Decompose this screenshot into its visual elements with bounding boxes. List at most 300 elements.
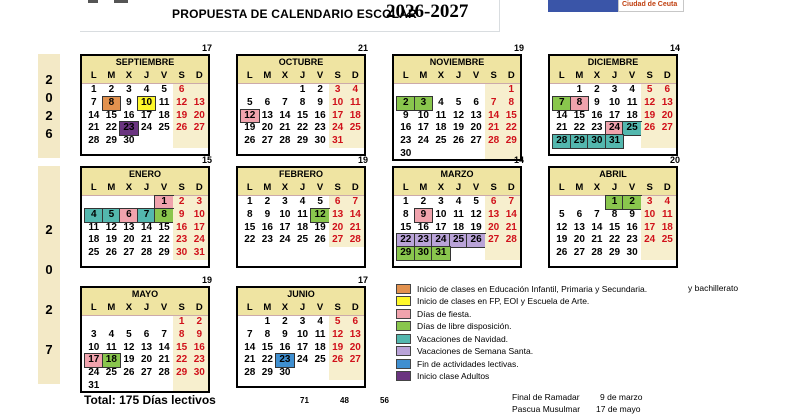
- day-cell: 26: [314, 234, 326, 246]
- day-cell: [415, 84, 433, 97]
- day-cell: 25: [435, 135, 447, 147]
- day-cell: 30: [190, 367, 208, 380]
- weekday-header: X: [281, 70, 289, 81]
- legend-swatch: [396, 321, 411, 331]
- day-cell: 24: [88, 367, 100, 379]
- day-cell: 14: [346, 209, 364, 222]
- weekday-header: X: [437, 70, 445, 81]
- day-cell: 19: [452, 122, 465, 134]
- weekday-header: V: [628, 70, 636, 81]
- day-cell: 16: [279, 341, 291, 353]
- day-cell: 22: [573, 122, 585, 134]
- day-cell: 15: [296, 109, 309, 121]
- day-cell: [294, 367, 312, 380]
- day-cell: 20: [123, 234, 135, 246]
- term-count: 71: [300, 396, 309, 405]
- week-row: [82, 329, 208, 342]
- week-row: [550, 110, 676, 123]
- weekday-header: S: [178, 302, 185, 313]
- legend-item: [396, 296, 589, 307]
- day-cell: [120, 196, 138, 209]
- day-cell: 3: [282, 196, 288, 207]
- day-cell: 13: [470, 109, 482, 121]
- day-cell: 25: [105, 367, 117, 379]
- day-cell: 11: [158, 96, 170, 108]
- week-row: [550, 222, 676, 235]
- weekday-header: M: [107, 182, 116, 193]
- day-cell: 3: [641, 196, 659, 209]
- legend-item: [396, 308, 471, 319]
- day-cell: 21: [485, 122, 503, 135]
- day-cell: 20: [329, 222, 347, 235]
- day-cell: 21: [244, 354, 256, 366]
- month-lective-count: 20: [669, 155, 680, 165]
- day-cell: 13: [329, 209, 347, 222]
- day-cell-green: 3: [415, 97, 433, 110]
- day-cell: 13: [190, 97, 208, 110]
- day-cell: 18: [658, 222, 676, 235]
- day-cell: 19: [173, 110, 191, 123]
- month-header: [238, 168, 364, 196]
- day-cell: [467, 84, 485, 97]
- weekday-header: J: [299, 302, 306, 313]
- day-cell: [241, 316, 259, 329]
- day-cell: 25: [314, 354, 326, 366]
- day-cell: 12: [173, 97, 191, 110]
- day-cell: 27: [485, 234, 503, 247]
- legend-item: [396, 346, 533, 357]
- day-cell: 4: [438, 96, 444, 108]
- week-row: [82, 209, 208, 222]
- day-cell: 27: [573, 247, 585, 259]
- year-digit: 0: [45, 262, 53, 277]
- day-cell: 14: [279, 109, 291, 121]
- week-row: [82, 196, 208, 209]
- day-cell: 22: [296, 122, 309, 134]
- year-digit: 7: [45, 342, 53, 357]
- day-cell: 26: [123, 367, 135, 379]
- day-cell-pink: 12: [241, 110, 259, 123]
- day-cell: 9: [282, 328, 288, 340]
- weekday-header: V: [160, 302, 168, 313]
- week-row: [238, 122, 364, 135]
- day-cell: 21: [346, 222, 364, 235]
- year-digit: 2: [45, 302, 53, 317]
- month-name: MAYO: [131, 289, 159, 299]
- day-cell: 4: [299, 196, 306, 207]
- day-cell: 18: [452, 221, 465, 233]
- day-cell: [138, 380, 156, 393]
- day-cell: 3: [299, 316, 306, 327]
- month-lective-count: 19: [201, 275, 212, 285]
- day-cell: 16: [400, 122, 412, 134]
- day-cell: 21: [88, 122, 100, 134]
- day-cell: 12: [123, 341, 135, 353]
- day-cell: 20: [658, 110, 676, 123]
- day-cell: 24: [417, 135, 429, 147]
- day-cell: 26: [244, 135, 256, 147]
- day-cell: 29: [502, 135, 520, 148]
- weekday-header: J: [143, 70, 150, 81]
- day-cell: 2: [173, 196, 191, 209]
- day-cell: 21: [140, 234, 153, 246]
- day-cell: 5: [559, 208, 565, 220]
- week-row: [394, 97, 520, 110]
- legend-swatch: [396, 284, 411, 294]
- week-row: [82, 222, 208, 235]
- day-cell: 1: [264, 316, 271, 327]
- day-cell-pink: 17: [85, 354, 103, 367]
- day-cell: 29: [261, 367, 273, 379]
- day-cell: [241, 84, 259, 97]
- day-cell: 5: [473, 196, 479, 207]
- day-cell: 31: [190, 247, 208, 260]
- day-cell: 15: [608, 221, 621, 233]
- day-cell: 21: [279, 122, 291, 134]
- day-cell-green: 30: [415, 247, 433, 260]
- day-cell: [311, 367, 329, 380]
- day-cell: 5: [247, 96, 253, 108]
- day-cell: 10: [435, 208, 447, 220]
- day-cell: [553, 84, 571, 97]
- day-cell: 27: [329, 234, 347, 247]
- day-cell: [588, 196, 606, 209]
- day-cell-yellow: 10: [138, 97, 156, 110]
- day-cell: 4: [108, 328, 115, 340]
- weekday-header: L: [558, 70, 565, 81]
- day-cell-pink: 24: [606, 122, 624, 135]
- week-row: [82, 97, 208, 110]
- day-cell: [173, 380, 191, 393]
- year-bar-2026: [38, 54, 60, 158]
- day-cell: 7: [346, 196, 364, 209]
- day-cell: [138, 196, 156, 209]
- legend-swatch: [396, 346, 411, 356]
- month-header: [82, 288, 208, 316]
- week-row: [82, 84, 208, 97]
- day-cell: 29: [296, 135, 309, 147]
- day-cell: 22: [244, 234, 256, 246]
- day-cell: [329, 367, 347, 380]
- month-lective-count: 17: [201, 43, 212, 53]
- day-cell: 20: [346, 342, 364, 355]
- weekday-header: V: [472, 70, 480, 81]
- day-cell: 30: [400, 147, 412, 159]
- day-cell: [120, 380, 138, 393]
- weekday-header: J: [455, 70, 462, 81]
- day-cell-blue: 23: [276, 354, 294, 367]
- day-cell: 21: [502, 222, 520, 235]
- day-cell: [658, 247, 676, 260]
- day-cell: 2: [594, 84, 600, 95]
- day-cell: 6: [576, 208, 583, 220]
- day-cell: [155, 316, 173, 329]
- legend-label: Vacaciones de Semana Santa.: [417, 346, 534, 356]
- day-cell: 12: [470, 208, 482, 220]
- week-row: [550, 196, 676, 209]
- day-cell: 4: [317, 316, 323, 327]
- day-cell: 17: [329, 110, 347, 123]
- month-abril: [548, 166, 678, 268]
- day-cell: 27: [261, 135, 273, 147]
- day-cell: 27: [190, 122, 208, 135]
- day-cell: [467, 247, 485, 260]
- day-cell: 6: [485, 196, 503, 209]
- day-cell: 7: [161, 328, 167, 340]
- day-cell: 18: [296, 221, 309, 233]
- month-header: [550, 56, 676, 84]
- day-cell: 15: [573, 109, 585, 121]
- day-cell: [138, 135, 156, 148]
- weekday-header: D: [507, 182, 515, 193]
- header-marks: [88, 0, 148, 4]
- weekday-header: S: [178, 182, 185, 193]
- month-lective-count: 17: [357, 275, 368, 285]
- day-cell: 10: [329, 97, 347, 110]
- day-cell: 14: [244, 341, 256, 353]
- day-cell: 5: [161, 84, 167, 95]
- day-cell-teal: 25: [623, 122, 641, 135]
- week-row: [82, 135, 208, 148]
- day-cell: 6: [264, 96, 271, 108]
- weekday-header: V: [316, 182, 324, 193]
- month-name: ENERO: [128, 169, 161, 179]
- day-cell: 20: [190, 110, 208, 123]
- week-row: [238, 196, 364, 209]
- ramadan-label: Final de Ramadar: [512, 392, 580, 402]
- day-cell: 27: [346, 354, 364, 367]
- day-cell: 11: [88, 221, 100, 233]
- day-cell: 1: [502, 84, 520, 97]
- day-cell: 17: [190, 222, 208, 235]
- day-cell: 2: [282, 316, 288, 327]
- day-cell: 14: [556, 109, 568, 121]
- month-header: [238, 56, 364, 84]
- day-cell: 24: [329, 122, 347, 135]
- day-cell: 14: [591, 221, 603, 233]
- day-cell: 4: [629, 84, 635, 95]
- day-cell: 24: [641, 234, 659, 247]
- day-cell: 28: [158, 367, 170, 379]
- day-cell: [103, 196, 121, 209]
- day-cell: 22: [608, 234, 621, 246]
- weekday-header: V: [628, 182, 636, 193]
- day-cell: 1: [299, 84, 306, 95]
- week-row: [82, 367, 208, 380]
- day-cell: 28: [346, 234, 364, 247]
- legend-swatch: [396, 371, 411, 381]
- day-cell: 16: [123, 109, 135, 121]
- year-digit: 6: [45, 126, 53, 141]
- weekday-header: D: [663, 182, 671, 193]
- week-row: [238, 354, 364, 367]
- day-cell: 19: [556, 234, 568, 246]
- day-cell-teal: 28: [553, 135, 571, 148]
- year-digit: 2: [45, 72, 53, 87]
- week-row: [82, 247, 208, 260]
- day-cell: 9: [403, 109, 409, 121]
- weekday-header: D: [195, 182, 203, 193]
- day-cell: [485, 247, 503, 260]
- weekday-header: V: [316, 302, 324, 313]
- day-cell: 8: [173, 329, 191, 342]
- day-cell: 26: [641, 122, 659, 135]
- day-cell: 24: [140, 122, 153, 134]
- day-cell: 25: [158, 122, 170, 134]
- day-cell: [276, 84, 294, 97]
- day-cell: 4: [455, 196, 462, 207]
- month-junio: [236, 286, 366, 388]
- day-cell: [450, 247, 468, 260]
- day-cell: [155, 135, 173, 148]
- day-cell: 16: [591, 109, 603, 121]
- day-cell: 30: [279, 367, 291, 379]
- day-cell: 23: [591, 122, 603, 134]
- term-count: 48: [340, 396, 349, 405]
- week-row: [550, 122, 676, 135]
- legend-swatch: [396, 309, 411, 319]
- weekday-header: J: [143, 182, 150, 193]
- day-cell: 3: [126, 84, 132, 95]
- weekday-header: V: [160, 182, 168, 193]
- legend-swatch: [396, 296, 411, 306]
- legend-label: Vacaciones de Navidad.: [417, 333, 509, 344]
- day-cell: 26: [105, 247, 117, 259]
- day-cell: 13: [346, 329, 364, 342]
- day-cell: 24: [296, 354, 309, 366]
- ramadan-date: 9 de marzo: [600, 392, 643, 402]
- week-row: [82, 354, 208, 367]
- day-cell: [346, 367, 364, 380]
- week-row: [394, 110, 520, 123]
- day-cell: 17: [140, 109, 153, 121]
- day-cell: 10: [279, 208, 291, 220]
- day-cell: 7: [91, 96, 97, 108]
- year-range: 2026-2027: [386, 1, 469, 22]
- day-cell: 11: [453, 208, 464, 220]
- day-cell: [450, 148, 468, 161]
- day-cell: 6: [173, 84, 191, 97]
- pascua-date: 17 de mayo: [596, 404, 641, 414]
- day-cell: 17: [608, 109, 621, 121]
- month-name: MARZO: [440, 169, 474, 179]
- day-cell: 11: [314, 328, 326, 340]
- day-cell-lavender: 23: [415, 234, 433, 247]
- week-row: [82, 122, 208, 135]
- weekday-header: D: [351, 70, 359, 81]
- day-cell: [190, 135, 208, 148]
- day-cell: 22: [502, 122, 520, 135]
- legend-item: [396, 333, 508, 344]
- day-cell: 7: [594, 208, 600, 220]
- weekday-header: V: [316, 70, 324, 81]
- day-cell: 6: [143, 328, 150, 340]
- day-cell: 30: [173, 247, 191, 260]
- weekday-header: S: [334, 302, 341, 313]
- month-name: JUNIO: [287, 289, 315, 299]
- week-row: [82, 342, 208, 355]
- day-cell: 15: [502, 110, 520, 123]
- day-cell: 26: [556, 247, 568, 259]
- day-cell-pink: 9: [415, 209, 433, 222]
- day-cell: 16: [261, 221, 273, 233]
- weekday-header: J: [611, 182, 618, 193]
- weekday-header: S: [334, 182, 341, 193]
- week-row: [238, 84, 364, 97]
- day-cell: 3: [611, 84, 618, 95]
- day-cell: 23: [190, 354, 208, 367]
- day-cell: 27: [658, 122, 676, 135]
- month-header: [238, 288, 364, 316]
- day-cell: 7: [485, 97, 503, 110]
- day-cell: [467, 148, 485, 161]
- day-cell: 28: [88, 135, 100, 147]
- month-header: [82, 168, 208, 196]
- day-cell: [450, 84, 468, 97]
- term-count: 56: [380, 396, 389, 405]
- month-name: SEPTIEMBRE: [115, 57, 175, 67]
- day-cell-teal: 31: [606, 135, 624, 148]
- day-cell: 11: [626, 96, 638, 108]
- month-header: [394, 56, 520, 84]
- day-cell: [138, 316, 156, 329]
- weekday-header: D: [351, 182, 359, 193]
- day-cell: 2: [264, 196, 271, 207]
- day-cell: 31: [88, 379, 100, 391]
- day-cell: 13: [261, 109, 273, 121]
- day-cell: 7: [502, 196, 520, 209]
- day-cell: 11: [106, 341, 117, 353]
- day-cell: 12: [452, 109, 465, 121]
- legend-item: [396, 321, 512, 332]
- day-cell-green: 1: [606, 196, 624, 209]
- weekday-header: M: [263, 182, 272, 193]
- week-row: [238, 110, 364, 123]
- day-cell: 17: [296, 341, 309, 353]
- year-digit: 0: [45, 90, 53, 105]
- month-febrero: [236, 166, 366, 268]
- month-septiembre: [80, 54, 210, 156]
- day-cell: 2: [420, 196, 427, 207]
- weekday-header: D: [195, 302, 203, 313]
- day-cell: [502, 247, 520, 260]
- week-row: [394, 135, 520, 148]
- day-cell: 17: [435, 221, 447, 233]
- day-cell: [103, 316, 121, 329]
- day-cell: [397, 84, 415, 97]
- day-cell: 10: [88, 341, 100, 353]
- day-cell: 30: [123, 135, 135, 147]
- week-row: [394, 196, 520, 209]
- weekday-header: X: [593, 70, 601, 81]
- day-cell: [415, 148, 433, 161]
- weekday-header: X: [125, 302, 133, 313]
- month-name: FEBRERO: [278, 169, 323, 179]
- legend-item: [396, 283, 647, 294]
- day-cell: 5: [329, 316, 347, 329]
- week-row: [238, 316, 364, 329]
- day-cell: 12: [641, 97, 659, 110]
- weekday-header: D: [663, 70, 671, 81]
- week-row: [550, 135, 676, 148]
- day-cell: 24: [279, 234, 291, 246]
- day-cell: 18: [158, 109, 170, 121]
- day-cell: 12: [329, 329, 347, 342]
- day-cell: 18: [626, 109, 638, 121]
- legend-label: Días de fiesta.: [417, 308, 472, 319]
- logo-graphic: [548, 0, 618, 12]
- day-cell: [658, 135, 676, 148]
